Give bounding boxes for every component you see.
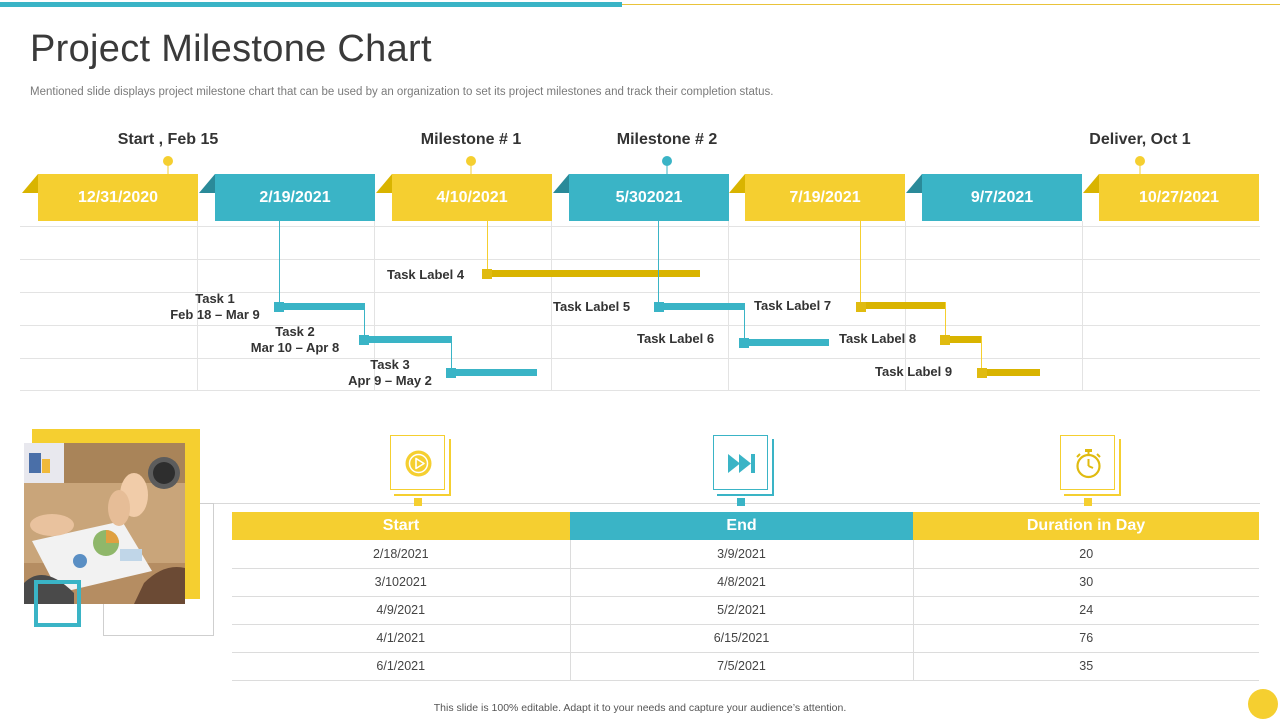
task-bar [749,339,829,346]
grid-line [551,221,552,390]
task-marker [977,368,987,378]
task-connector [658,221,659,307]
task-marker [274,302,284,312]
task-connector [744,303,745,340]
fast-forward-icon [726,448,757,479]
task-connector [487,221,488,275]
top-accent-line [622,4,1280,5]
task-bar [664,303,744,310]
table-cell: 3/9/2021 [570,540,913,568]
table-cell: 24 [913,596,1259,624]
table-cell: 2/18/2021 [232,540,570,568]
task-connector [860,221,861,307]
play-icon [403,448,434,479]
task-marker [739,338,749,348]
grid-line [20,259,1260,260]
task-label-5: Task Label 5 [553,299,631,314]
page-title: Project Milestone Chart [30,28,432,70]
grid-line [20,325,1260,326]
end-icon-box [713,435,768,490]
task-label-3: Task 3 Apr 9 – May 2 [348,357,432,388]
table-cell: 7/5/2021 [570,652,913,680]
milestone-label-start: Start , Feb 15 [117,131,219,148]
table-cell: 35 [913,652,1259,680]
table-cell: 4/8/2021 [570,568,913,596]
task-marker [654,302,664,312]
stopwatch-icon [1073,448,1104,479]
task-marker [359,335,369,345]
table-cell: 6/15/2021 [570,624,913,652]
task-label-7: Task Label 7 [754,298,832,313]
task-label-4: Task Label 4 [387,267,465,282]
top-accent-bar [0,2,622,7]
table-cell: 20 [913,540,1259,568]
task-connector [279,221,280,307]
task-marker [940,335,950,345]
task-label-1: Task 1 Feb 18 – Mar 9 [170,291,260,322]
table-row [232,624,1259,652]
task-bar [492,270,700,277]
start-icon-box [390,435,445,490]
column-header-duration: Duration in Day [913,512,1259,540]
task-bar [456,369,537,376]
table-cell: 3/102021 [232,568,570,596]
table-row [232,596,1259,624]
task-bar [369,336,451,343]
table-row [232,652,1259,680]
task-label-2: Task 2 Mar 10 – Apr 8 [250,324,340,355]
column-header-end: End [570,512,913,540]
table-cell: 4/1/2021 [232,624,570,652]
task-bar [866,302,945,309]
column-header-start: Start [232,512,570,540]
task-marker [446,368,456,378]
milestone-label-2: Milestone # 2 [616,131,718,148]
milestone-table [232,512,1259,681]
table-cell: 6/1/2021 [232,652,570,680]
task-label-9: Task Label 9 [875,364,953,379]
icon-connector-marker [1084,498,1092,506]
table-row [232,540,1259,568]
duration-icon-box [1060,435,1115,490]
task-marker [482,269,492,279]
grid-line [20,358,1260,359]
icon-connector-marker [737,498,745,506]
table-cell: 30 [913,568,1259,596]
table-cell: 5/2/2021 [570,596,913,624]
footer-note: This slide is 100% editable. Adapt it to your needs and capture your audience’s attention. [433,702,847,714]
table-cell: 4/9/2021 [232,596,570,624]
grid-line [20,390,1260,391]
task-bar [284,303,364,310]
decorative-corner-dot [1248,689,1278,719]
grid-line [20,226,1260,227]
table-cell: 76 [913,624,1259,652]
milestone-label-deliver: Deliver, Oct 1 [1089,131,1191,148]
task-marker [856,302,866,312]
task-bar [987,369,1040,376]
grid-line [1082,221,1083,390]
milestone-label-1: Milestone # 1 [420,131,522,148]
task-label-8: Task Label 8 [839,331,917,346]
icon-connector-marker [414,498,422,506]
task-label-6: Task Label 6 [637,331,715,346]
decorative-teal-square [34,580,81,627]
task-bar [950,336,981,343]
page-subtitle: Mentioned slide displays project milestone chart that can be used by an organization to set its project milestones and track their completion status. [30,86,774,98]
table-row [232,568,1259,596]
